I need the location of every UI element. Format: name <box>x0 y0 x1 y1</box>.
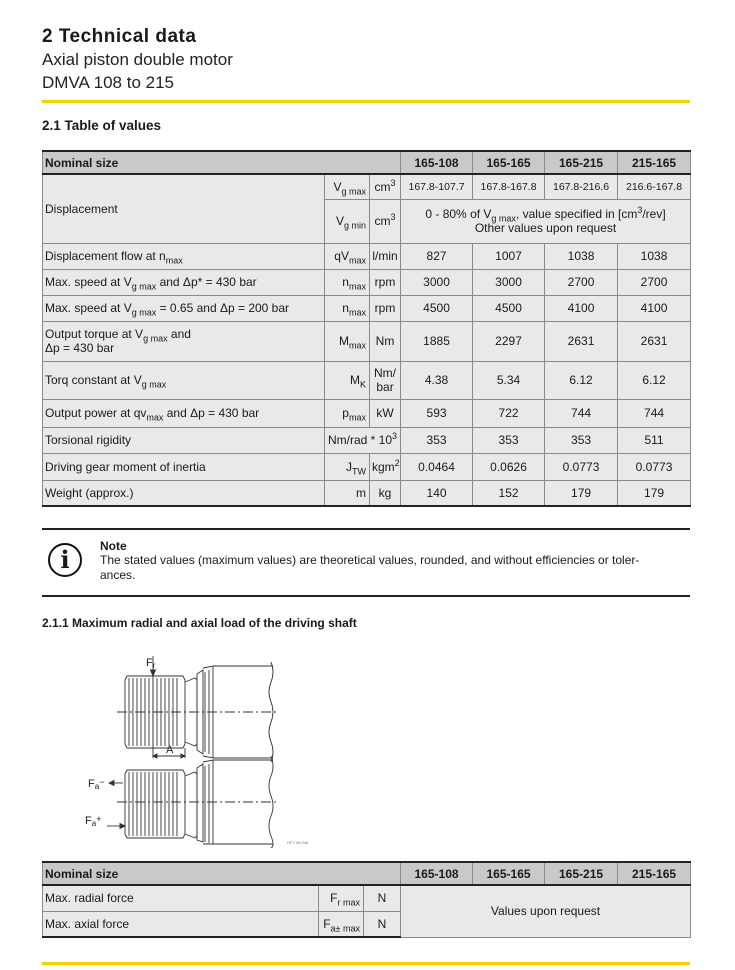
symbol-cell: $M_K$ <box>325 361 370 399</box>
header-divider <box>42 100 690 103</box>
size-header: 165-108 <box>401 862 473 885</box>
size-header: 165-108 <box>401 151 473 174</box>
value-cell: 4.38 <box>401 361 473 399</box>
value-cell: 722 <box>473 399 545 427</box>
value-cell: 3000 <box>401 269 473 295</box>
row-label: Output power at $qv_{max}$ and Δp = 430 bar <box>43 399 325 427</box>
label-a: A <box>166 744 174 756</box>
symbol-cell: $F_{a\pm max}$ <box>319 911 364 937</box>
table-heading: 2.1 Table of values <box>42 118 162 133</box>
value-cell: 140 <box>401 480 473 506</box>
unit-cell: N <box>364 911 401 937</box>
table-row <box>43 174 691 199</box>
value-cell: 2700 <box>545 269 618 295</box>
symbol-cell: $n_{max}$ <box>325 269 370 295</box>
table-row <box>43 480 691 506</box>
value-cell: 1038 <box>545 243 618 269</box>
unit-cell: kW <box>370 399 401 427</box>
row-label: Displacement <box>43 174 325 243</box>
fa-minus-arrow <box>109 781 123 786</box>
value-cell: 5.34 <box>473 361 545 399</box>
upper-shaft <box>117 662 277 762</box>
value-cell: 353 <box>401 427 473 453</box>
value-cell: 167.8-167.8 <box>473 174 545 199</box>
row-label: Max. speed at $V_{g max} = 0.65$ and Δp = 200 bar <box>43 295 325 321</box>
value-cell: 0.0773 <box>618 453 691 480</box>
value-cell: 167.8-107.7 <box>401 174 473 199</box>
unit-cell: Nm/ bar <box>370 361 401 399</box>
unit-cell: $cm^3$ <box>370 174 401 199</box>
label-fr: Fr <box>146 657 156 670</box>
value-cell: 1038 <box>618 243 691 269</box>
table-row <box>43 885 691 911</box>
unit-cell: Nm <box>370 321 401 361</box>
value-cell: 744 <box>618 399 691 427</box>
row-label: Max. speed at $V_{g max}$ and Δp* = 430 bar <box>43 269 325 295</box>
nominal-size-header: Nominal size <box>43 862 401 885</box>
footer-divider <box>42 962 690 965</box>
value-cell: 216.6-167.8 <box>618 174 691 199</box>
value-cell: 353 <box>473 427 545 453</box>
value-cell: 827 <box>401 243 473 269</box>
size-header: 215-165 <box>618 862 691 885</box>
symbol-cell: $M_{max}$ <box>325 321 370 361</box>
unit-cell: kg <box>370 480 401 506</box>
row-label: Max. radial force <box>43 885 319 911</box>
value-cell: 0.0464 <box>401 453 473 480</box>
table-row <box>43 361 691 399</box>
row-label: Torsional rigidity <box>43 427 325 453</box>
value-cell: 167.8-216.6 <box>545 174 618 199</box>
size-header: 165-215 <box>545 862 618 885</box>
table-row <box>43 321 691 361</box>
value-cell: 4100 <box>545 295 618 321</box>
unit-cell: rpm <box>370 295 401 321</box>
note-bottom-rule <box>42 595 690 597</box>
value-cell: 4500 <box>473 295 545 321</box>
value-cell: 593 <box>401 399 473 427</box>
nominal-size-header: Nominal size <box>43 151 401 174</box>
row-label: Weight (approx.) <box>43 480 325 506</box>
table-row <box>43 453 691 480</box>
values-upon-request: Values upon request <box>401 885 691 937</box>
table-row <box>43 243 691 269</box>
size-header: 165-215 <box>545 151 618 174</box>
symbol-cell: $V_{g max}$ <box>325 174 370 199</box>
figure-code: HF7-08-048 <box>287 840 309 845</box>
displacement-note: 0 - 80% of $V_{g max}$, value specified in $[cm^3/rev]$ Other values upon request <box>401 199 691 243</box>
table-header-row <box>43 151 691 174</box>
subtitle-range: DMVA 108 to 215 <box>42 73 174 92</box>
unit-cell: kgm$^2$ <box>370 453 401 480</box>
subsection-heading: 2.1.1 Maximum radial and axial load of the driving shaft <box>42 616 357 630</box>
symbol-cell: $J_{TW}$ <box>325 453 370 480</box>
unit-cell: N <box>364 885 401 911</box>
value-cell: 179 <box>545 480 618 506</box>
symbol-cell: $qV_{max}$ <box>325 243 370 269</box>
row-label: Driving gear moment of inertia <box>43 453 325 480</box>
note-label: Note <box>100 539 127 553</box>
lower-shaft <box>117 756 277 848</box>
value-cell: 4500 <box>401 295 473 321</box>
table-row <box>43 427 691 453</box>
value-cell: 2631 <box>545 321 618 361</box>
symbol-cell: $p_{max}$ <box>325 399 370 427</box>
value-cell: 353 <box>545 427 618 453</box>
unit-cell: $cm^3$ <box>370 199 401 243</box>
row-label: Max. axial force <box>43 911 319 937</box>
value-cell: 3000 <box>473 269 545 295</box>
row-label: Displacement flow at $n_{max}$ <box>43 243 325 269</box>
unit-cell: $Nm/rad * 10^3$ <box>325 427 401 453</box>
value-cell: 0.0626 <box>473 453 545 480</box>
unit-cell: rpm <box>370 269 401 295</box>
value-cell: 179 <box>618 480 691 506</box>
table-header-row <box>43 862 691 885</box>
info-icon: i <box>48 543 82 577</box>
symbol-cell: $V_{g min}$ <box>325 199 370 243</box>
value-cell: 744 <box>545 399 618 427</box>
unit-cell: l/min <box>370 243 401 269</box>
label-fa-plus: Fa+ <box>85 814 102 828</box>
note-text: The stated values (maximum values) are theoretical values, rounded, and without efficiencies or toler- ances. <box>100 553 640 582</box>
size-header: 215-165 <box>618 151 691 174</box>
value-cell: 1885 <box>401 321 473 361</box>
row-label: Torq constant at $V_{g max}$ <box>43 361 325 399</box>
size-header: 165-165 <box>473 862 545 885</box>
table-row <box>43 295 691 321</box>
value-cell: 4100 <box>618 295 691 321</box>
value-cell: 6.12 <box>618 361 691 399</box>
symbol-cell: $F_{r max}$ <box>319 885 364 911</box>
values-table <box>42 150 691 507</box>
value-cell: 1007 <box>473 243 545 269</box>
value-cell: 2700 <box>618 269 691 295</box>
table-row <box>43 399 691 427</box>
value-cell: 2631 <box>618 321 691 361</box>
row-label: Output torque at $V_{g max}$ and Δp = 430 bar <box>43 321 325 361</box>
value-cell: 6.12 <box>545 361 618 399</box>
section-title: 2 Technical data <box>42 26 197 47</box>
subtitle-product: Axial piston double motor <box>42 50 233 69</box>
symbol-cell: m <box>325 480 370 506</box>
note-top-rule <box>42 528 690 530</box>
value-cell: 152 <box>473 480 545 506</box>
value-cell: 2297 <box>473 321 545 361</box>
shaft-load-diagram <box>85 652 325 848</box>
shaft-load-table <box>42 861 691 938</box>
table-row <box>43 269 691 295</box>
value-cell: 0.0773 <box>545 453 618 480</box>
symbol-cell: $n_{max}$ <box>325 295 370 321</box>
value-cell: 511 <box>618 427 691 453</box>
size-header: 165-165 <box>473 151 545 174</box>
label-fa-minus: Fa− <box>88 777 105 791</box>
fa-plus-arrow <box>107 824 125 829</box>
